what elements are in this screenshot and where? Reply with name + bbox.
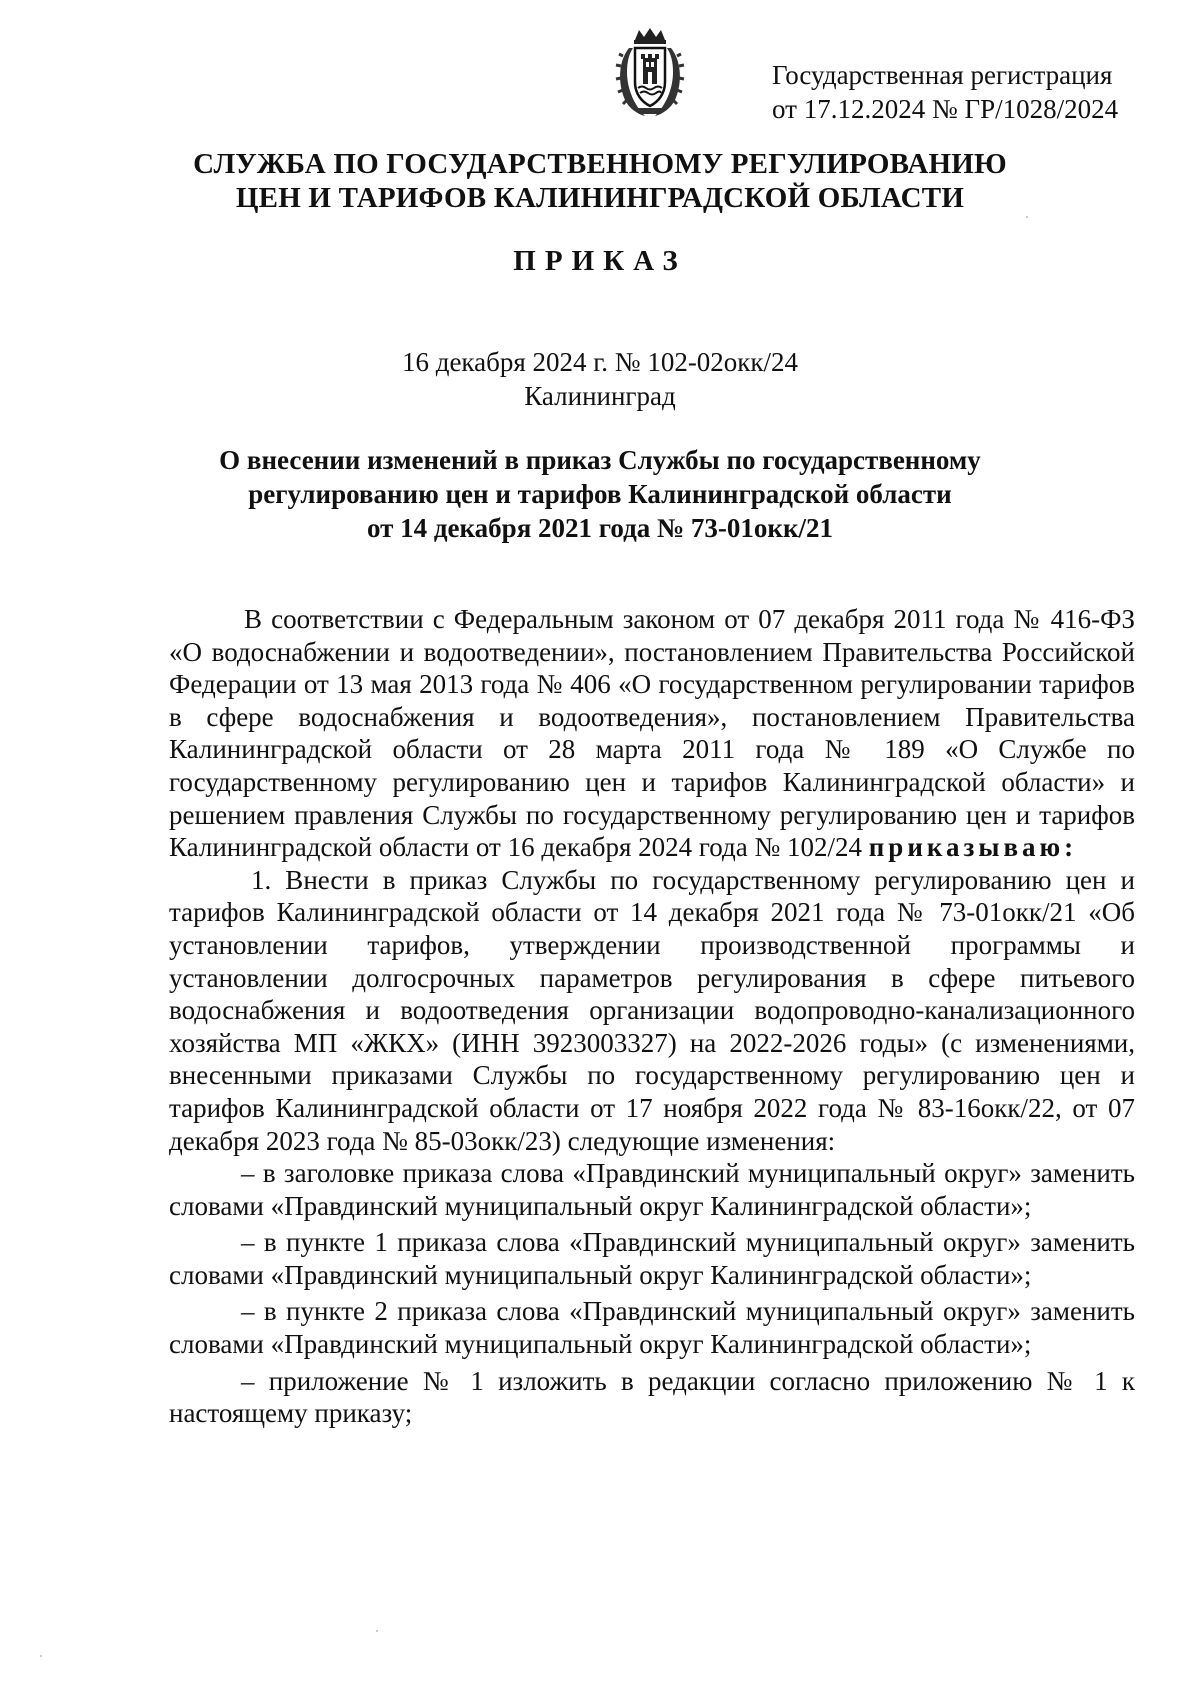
scan-speck <box>40 1655 42 1657</box>
change-item: – в заголовке приказа слова «Правдинский муниципальный округ» заменить словами «Правдинский муниципальный округ Калининградской области»; <box>169 1158 1135 1221</box>
order-verb: приказываю: <box>868 832 1078 863</box>
organization-title-line2: ЦЕН И ТАРИФОВ КАЛИНИНГРАДСКОЙ ОБЛАСТИ <box>235 182 965 214</box>
scan-speck <box>376 1630 378 1632</box>
change-item: – в пункте 1 приказа слова «Правдинский муниципальный округ» заменить словами «Правдинский муниципальный округ Калининградской области»; <box>169 1227 1135 1290</box>
preamble-text: В соответствии с Федеральным законом от 07 декабря 2011 года № 416-ФЗ «О водоснабжении и водоотведении», постановлением Правительства Российской Федерации от 13 мая 2013 года № 406 «О государственном регулировании тарифов в сфере водоснабжения и водоотведения», постановлением Правительства Калининградской области от 28 марта 2011 года № 189 «О Службе по государственному регулированию цен и тарифов Калининградской области» и решением правления Службы по государственному регулированию цен и тарифов Калининградской области от 16 декабря 2024 года № 102/24 <box>169 604 1135 863</box>
order-city: Калининград <box>524 381 676 411</box>
coat-of-arms-icon <box>615 26 685 118</box>
change-item: – в пункте 2 приказа слова «Правдинский муниципальный округ» заменить словами «Правдинский муниципальный округ Калининградской области»; <box>169 1296 1135 1360</box>
organization-title-line1: СЛУЖБА ПО ГОСУДАРСТВЕННОМУ РЕГУЛИРОВАНИЮ <box>193 148 1007 180</box>
order-date-number-block <box>0 345 1200 413</box>
order-subject <box>0 443 1200 545</box>
registration-number: от 17.12.2024 № ГР/1028/2024 <box>772 94 1119 124</box>
state-registration <box>772 58 1132 126</box>
change-item: – приложение № 1 изложить в редакции согласно приложению № 1 к настоящему приказу; <box>169 1365 1135 1429</box>
order-subject-line2: регулированию цен и тарифов Калининградской области <box>248 479 952 509</box>
document-type-heading: ПРИКАЗ <box>513 245 687 277</box>
order-date-number: 16 декабря 2024 г. № 102-02окк/24 <box>401 347 799 377</box>
point-1-paragraph: 1. Внести в приказ Службы по государственному регулированию цен и тарифов Калининградской области от 14 декабря 2021 года № 73-01окк/21 «Об установлении тарифов, утверждении производственной программы и установлении долгосрочных параметров регулирования в сфере питьевого водоснабжения и водоотведения организации водопроводно-канализационного хозяйства МП «ЖКХ» (ИНН 3923003327) на 2022-2026 годы» (с изменениями, внесенными приказами Службы по государственному регулированию цен и тарифов Калининградской области от 17 ноября 2022 года № 83-16окк/22, от 07 декабря 2023 года № 85-03окк/23) следующие изменения: <box>169 864 1135 1156</box>
preamble-paragraph <box>169 603 1135 864</box>
scan-speck <box>1026 216 1028 218</box>
order-body <box>169 603 1135 1434</box>
order-subject-line1: О внесении изменений в приказ Службы по государственному <box>219 445 981 475</box>
order-subject-line3: от 14 декабря 2021 года № 73-01окк/21 <box>366 513 834 543</box>
organization-title <box>0 147 1200 215</box>
registration-label: Государственная регистрация <box>772 60 1113 90</box>
